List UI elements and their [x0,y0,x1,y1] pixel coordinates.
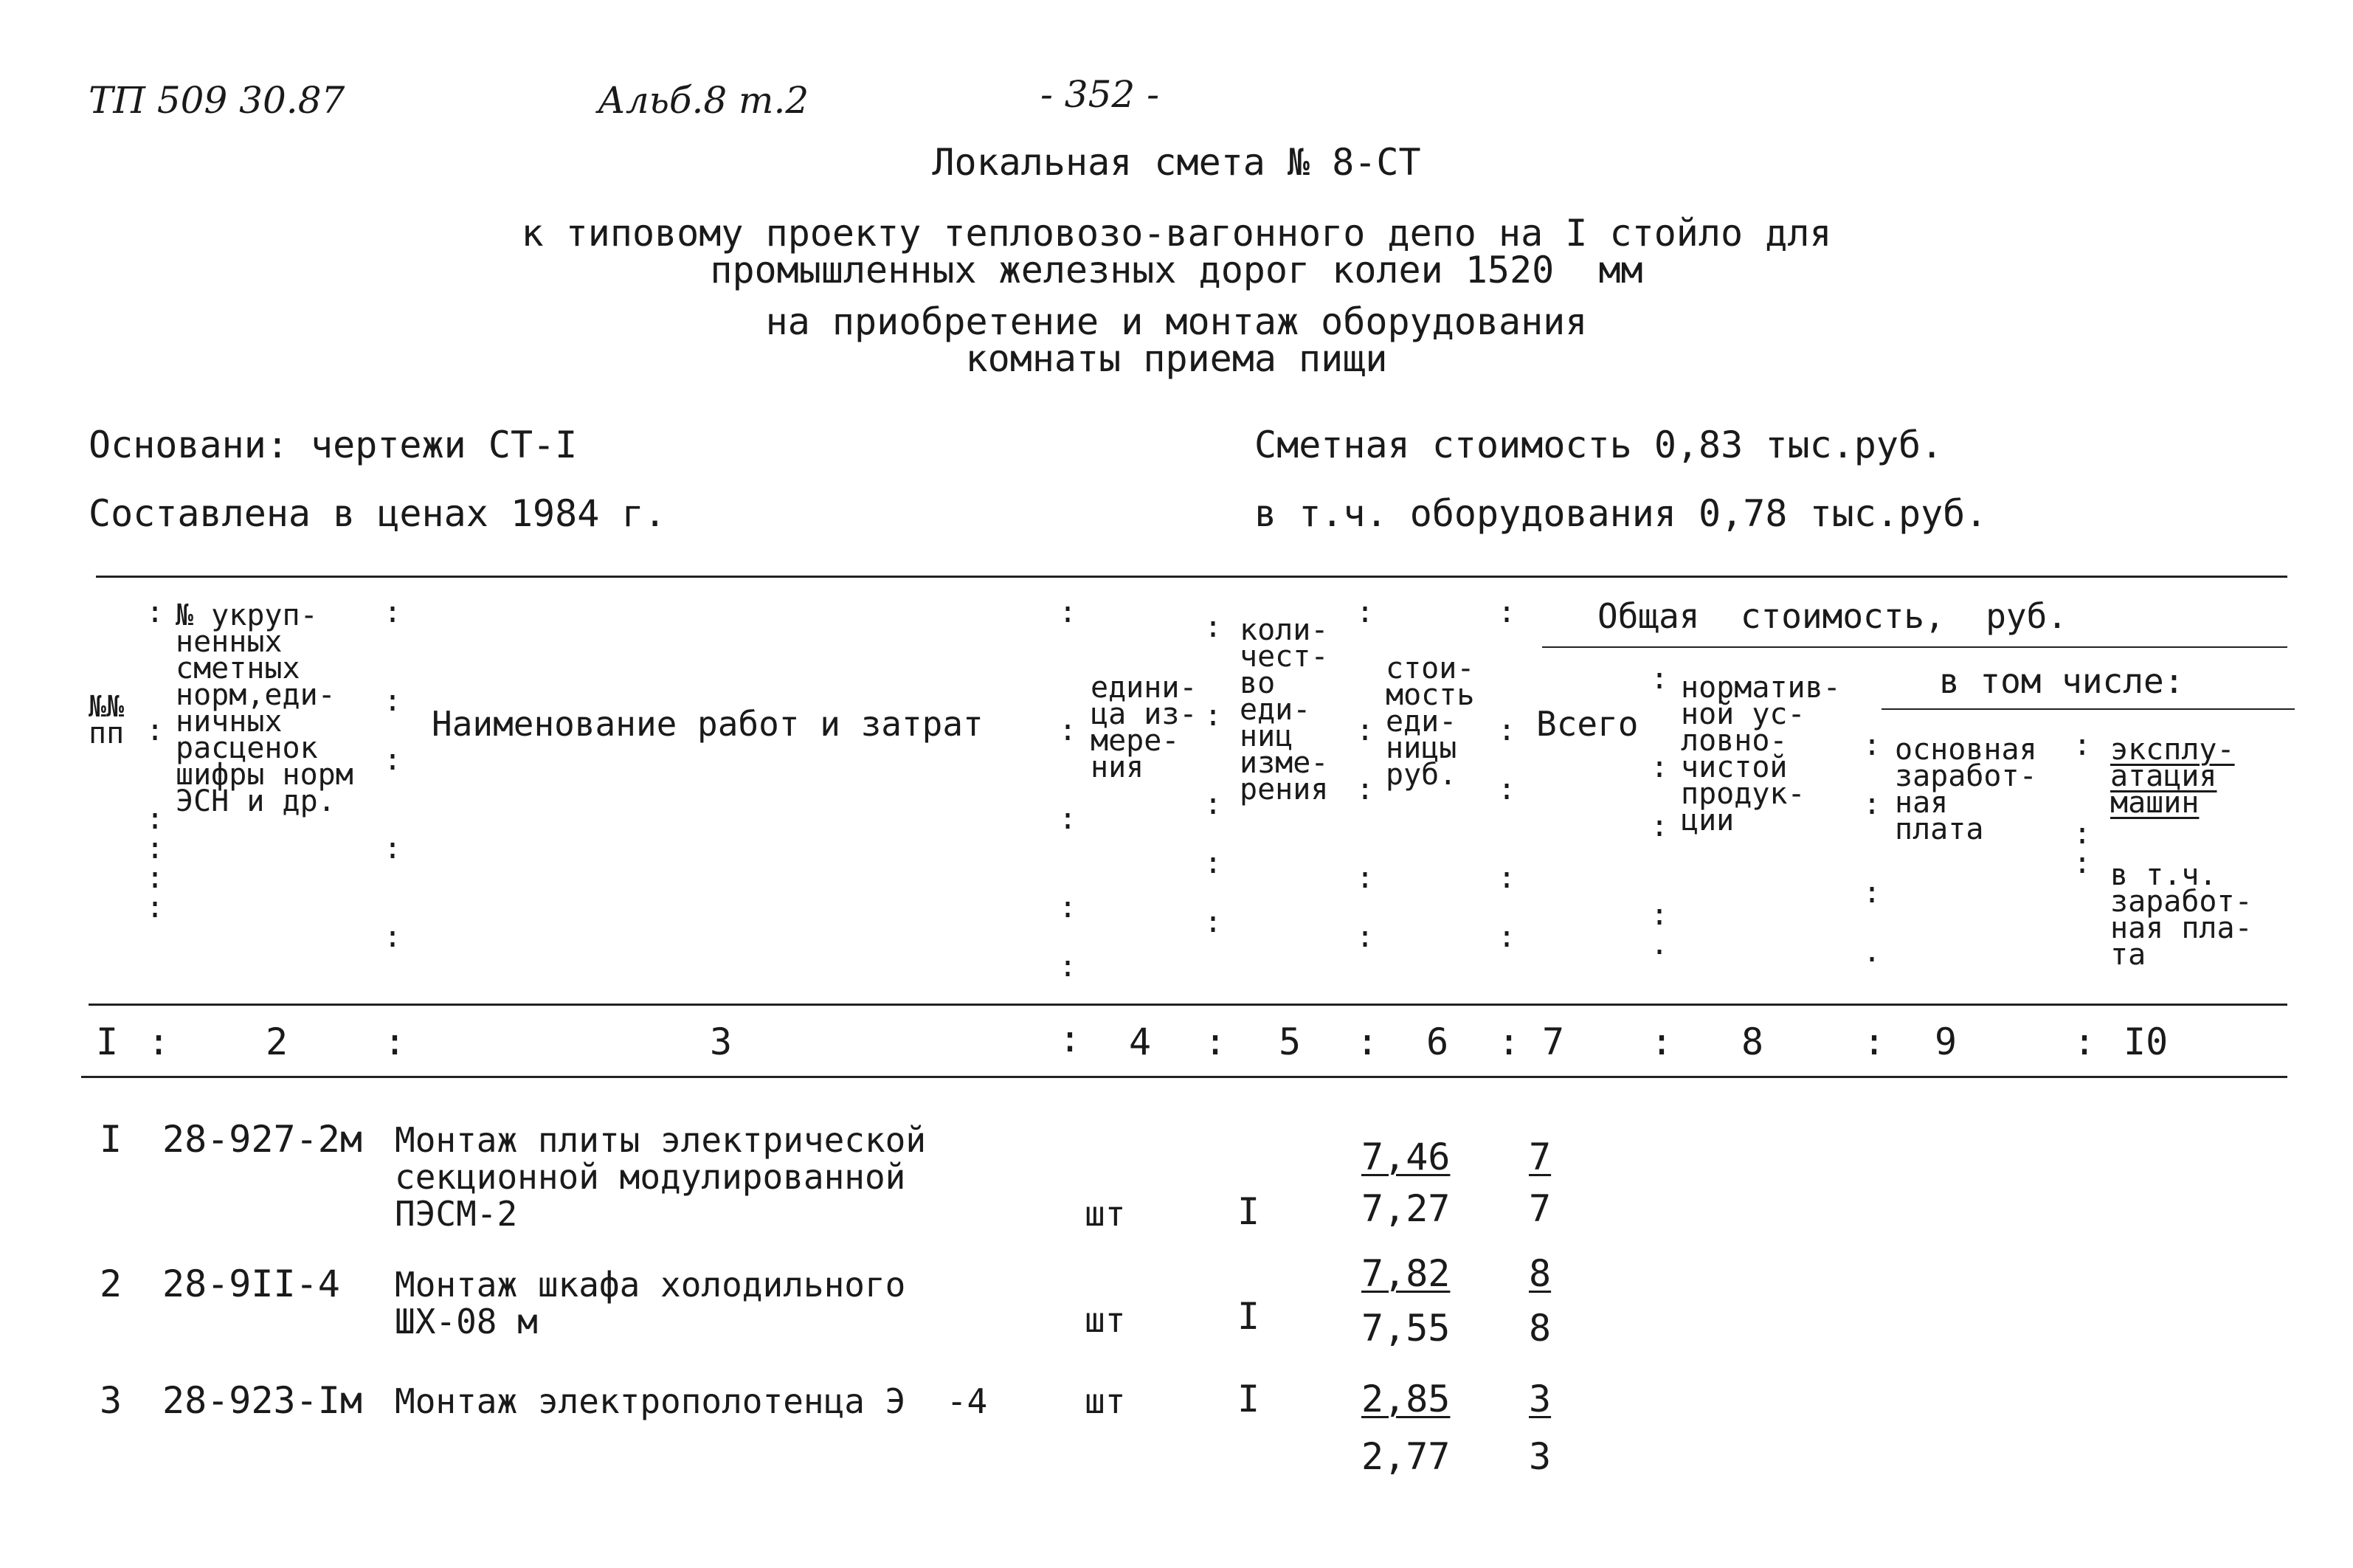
row-total-bottom: 8 [1529,1307,1552,1350]
header-unit: едини- ца из- мере- ния [1091,671,1198,784]
col-separator: : : : : : [384,595,402,954]
col-number: 7 [1542,1020,1565,1063]
col-separator: : : : : : [1204,610,1223,939]
header-quantity: коли- чест- во еди- ниц изме- рения [1240,613,1329,807]
document-title: Локальная смета № 8-СТ [932,141,1421,184]
header-work-name: Наименование работ и затрат [432,704,984,744]
row-unit: шт [1085,1194,1126,1234]
col-separator: : : : : : : [146,595,165,925]
row-code: 28-927-2м [162,1118,362,1161]
table-top-rule [96,576,2287,578]
col-separator: : : : [2073,728,2092,880]
header-row-number: №№ пп [89,690,125,750]
col-number: 5 [1279,1020,1302,1063]
row-unit-cost-top: 2,85 [1361,1378,1451,1420]
row-unit-cost-bottom: 2,77 [1361,1435,1451,1478]
row-code: 28-9II-4 [162,1263,340,1305]
col-number: 2 [266,1020,288,1063]
row-unit-cost-top: 7,46 [1361,1136,1451,1178]
row-unit-cost-bottom: 7,27 [1361,1187,1451,1230]
row-quantity: I [1237,1295,1260,1338]
page-number: - 352 - [1040,73,1160,116]
col-number: I [96,1020,119,1063]
price-base-text: Составлена в ценах 1984 г. [89,492,666,535]
row-number: 3 [100,1379,122,1422]
incl-header-rule [1882,708,2295,710]
header-base-salary: основная заработ- ная плата [1895,733,2037,846]
col-number: 3 [710,1020,733,1063]
row-unit: шт [1085,1381,1126,1421]
row-name: Монтаж плиты электрической секционной модулированной ПЭСМ-2 [395,1120,927,1234]
row-total-bottom: 7 [1529,1187,1552,1230]
col-separator: : : : : : [1356,595,1375,954]
row-total-top: 8 [1529,1252,1552,1295]
row-name: Монтаж электрополотенца Э -4 [395,1381,988,1421]
col-separator: : : : : : [1498,595,1516,954]
col-number: 4 [1129,1020,1152,1063]
row-total-top: 7 [1529,1136,1552,1178]
row-name: Монтаж шкафа холодильного ШХ-08 м [395,1265,906,1341]
album-ref: Альб.8 т.2 [598,79,809,122]
col-number: 9 [1935,1020,1958,1063]
col-number: 8 [1741,1020,1764,1063]
header-machine-operation: эксплу- атация машин [2110,733,2235,820]
header-normative-production: норматив- ной ус- ловно- чистой продук- ции [1681,671,1841,837]
row-code: 28-923-Iм [162,1379,362,1422]
row-number: 2 [100,1263,122,1305]
header-total: Всего [1536,704,1639,744]
group-header-rule [1542,646,2287,648]
col-number: I0 [2124,1020,2169,1063]
header-including: в том числе: [1939,661,2185,701]
row-total-bottom: 3 [1529,1435,1552,1478]
col-separator: : : : : : [1059,595,1077,984]
row-total-top: 3 [1529,1378,1552,1420]
col-numbers-rule [81,1076,2287,1078]
row-unit-cost-bottom: 7,55 [1361,1307,1451,1350]
equipment-cost: в т.ч. оборудования 0,78 тыс.руб. [1254,492,1988,535]
header-norm-code: № укруп- ненных сметных норм,еди- ничных расценок шифры норм ЭСН и др. [176,598,353,818]
header-machine-salary: в т.ч. заработ- ная пла- та [2110,858,2253,972]
row-quantity: I [1237,1378,1260,1420]
col-separator: : : : : . [1651,662,1669,961]
estimated-cost: Сметная стоимость 0,83 тыс.руб. [1254,424,1943,466]
doc-code: ТП 509 30.87 [89,79,345,122]
basis-text: Основани: чертежи СТ-I [89,424,578,466]
subtitle-line-4: комнаты приема пищи [965,337,1388,380]
subtitle-line-2: промышленных железных дорог колеи 1520 мм [710,249,1643,291]
row-number: I [100,1118,122,1161]
subtitle-line-1: к типовому проекту тепловозо-вагонного депо на I стойло для [521,212,1832,255]
header-bottom-rule [89,1004,2287,1006]
col-separator: : : : . [1863,728,1882,969]
row-unit: шт [1085,1300,1126,1340]
header-unit-cost: стои- мость еди- ницы руб. [1386,652,1475,792]
row-quantity: I [1237,1190,1260,1233]
header-total-cost-group: Общая стоимость, руб. [1597,596,2067,636]
col-number: 6 [1426,1020,1449,1063]
row-unit-cost-top: 7,82 [1361,1252,1451,1295]
subtitle-line-3: на приобретение и монтаж оборудования [765,300,1588,343]
